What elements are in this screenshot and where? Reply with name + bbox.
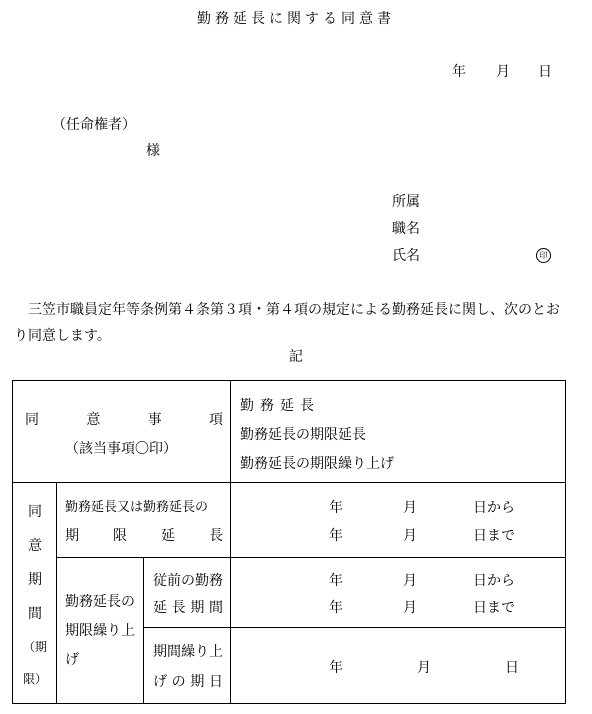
option-period-extension: 勤務延長の期限延長: [240, 427, 366, 443]
label-char: 期: [190, 600, 205, 616]
new-end-day: 日: [505, 660, 519, 676]
paragraph-line-1: 三笠市職員定年等条例第４条第３項・第４項の規定による勤務延長に関し、次のとお: [28, 302, 560, 318]
name-label: 氏名: [392, 248, 420, 264]
new-end-label-line2: [153, 675, 223, 689]
table-rule: [13, 482, 565, 483]
advance-label-line2: 期限繰り上: [65, 623, 135, 639]
appointer-label: （任命権者）: [52, 117, 136, 133]
label-char: 日: [208, 674, 223, 690]
date-day: 日: [538, 64, 552, 80]
paragraph-line-2: り同意します。: [14, 328, 111, 344]
previous-label-line1: 従前の勤務: [153, 573, 223, 589]
period-char: 意: [28, 538, 42, 554]
header-char: 項: [208, 412, 223, 428]
header-note: （該当事項〇印）: [65, 441, 177, 457]
label-char: 間: [208, 600, 223, 616]
prev-from-month: 月: [403, 573, 417, 589]
seal-mark: 印: [536, 248, 551, 263]
table-rule: [143, 557, 144, 703]
option-period-advance: 勤務延長の期限繰り上げ: [240, 456, 394, 472]
prev-to-day: 日まで: [473, 600, 515, 616]
label-char: 長: [209, 528, 223, 544]
table-rule: [56, 482, 57, 703]
ext-to-year: 年: [329, 528, 343, 544]
advance-label-line1: 勤務延長の: [65, 594, 135, 610]
header-consent-items: [25, 413, 223, 427]
header-char: 意: [86, 412, 101, 428]
ext-from-day: 日から: [473, 500, 515, 516]
document-title: 勤務延長に関する同意書: [197, 11, 395, 27]
prev-to-month: 月: [403, 600, 417, 616]
period-char: 同: [28, 504, 42, 520]
previous-label-line2: [153, 601, 223, 615]
label-char: げ: [153, 674, 167, 690]
consent-table: [12, 380, 566, 704]
new-end-label-line1: 期間繰り上: [153, 644, 223, 660]
consent-paragraph: [14, 297, 586, 349]
period-char: 間: [28, 606, 42, 622]
label-char: 延: [161, 528, 175, 544]
table-rule: [230, 381, 231, 703]
new-end-year: 年: [329, 660, 343, 676]
extension-label-line1: 勤務延長又は勤務延長の: [65, 500, 209, 515]
label-char: 期: [65, 528, 79, 544]
label-char: 限: [113, 528, 127, 544]
prev-to-year: 年: [329, 600, 343, 616]
ki-heading: 記: [289, 349, 303, 365]
ext-from-year: 年: [329, 500, 343, 516]
header-char: 同: [25, 412, 39, 428]
job-title-label: 職名: [392, 221, 420, 237]
new-end-month: 月: [417, 660, 431, 676]
prev-from-day: 日から: [473, 573, 515, 589]
table-rule: [56, 557, 565, 558]
label-char: 期: [190, 674, 205, 690]
advance-label-line3: げ: [65, 652, 79, 668]
extension-label-line2: [65, 529, 223, 543]
affiliation-label: 所属: [392, 194, 420, 210]
option-extension: 勤務延長: [240, 398, 320, 414]
ext-to-month: 月: [403, 528, 417, 544]
honorific-sama: 様: [146, 143, 160, 159]
period-char: 限）: [22, 672, 47, 686]
date-year: 年: [452, 64, 466, 80]
label-char: 長: [171, 600, 186, 616]
table-rule: [143, 627, 565, 628]
label-char: の: [171, 674, 186, 690]
ext-from-month: 月: [403, 500, 417, 516]
prev-from-year: 年: [329, 573, 343, 589]
period-label: [21, 505, 49, 685]
period-char: （期: [22, 640, 47, 654]
header-char: 事: [147, 412, 162, 428]
date-month: 月: [496, 64, 510, 80]
period-char: 期: [28, 572, 42, 588]
ext-to-day: 日まで: [473, 528, 515, 544]
label-char: 延: [153, 600, 167, 616]
